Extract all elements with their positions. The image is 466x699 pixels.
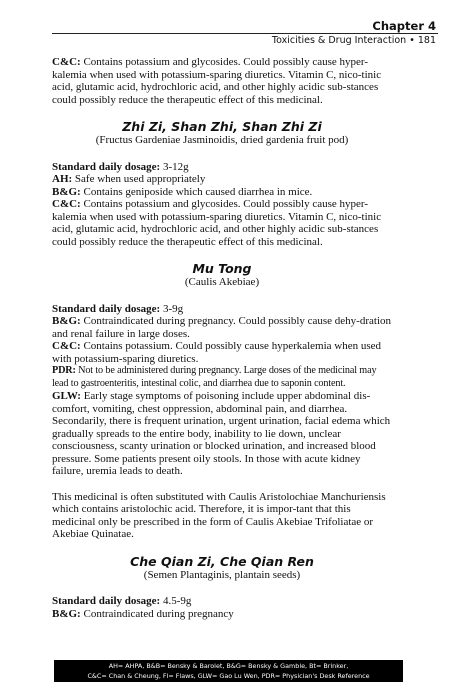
entry-label: AH: xyxy=(52,173,73,185)
entry-text: Contains potassium and glycosides. Could possibly cause hyper-kalemia when used with potassium-sparing diuretics. Vitamin C, nico-tinic acid, glutamic acid, hydrochloric acid, and other highly acidic sub-stances could possibly reduce the therapeutic effect of this medicinal. xyxy=(52,56,382,106)
entry-label: B&G: xyxy=(52,185,81,198)
herb-title: Che Qian Zi, Che Qian Ren xyxy=(130,553,314,569)
footer-line: AH= AHPA, B&B= Bensky & Barolet, B&G= Bensky & Gamble, Bt= Brinker, xyxy=(108,662,349,670)
entry-label: B&G: xyxy=(52,607,81,620)
entry-label: Standard daily dosage: xyxy=(52,595,161,607)
herb-title: Mu Tong xyxy=(192,261,252,276)
entry-text: 3-12g xyxy=(160,160,189,173)
entry-label: C&C: xyxy=(52,198,81,210)
abbreviation-footer xyxy=(54,660,403,682)
entry-text: Safe when used appropriately xyxy=(72,173,206,185)
entry-text: Not to be administered during pregnancy. Large doses of the medicinal may lead to gastroenteritis, intestinal colic, and diarrhea due to saponin content. xyxy=(52,365,377,389)
header-bullet: • xyxy=(409,35,415,46)
running-header xyxy=(272,35,436,46)
herb-latin-name: (Caulis Akebiae) xyxy=(184,276,260,288)
entry-label: Standard daily dosage: xyxy=(52,160,161,173)
header-rule xyxy=(52,33,438,34)
entry-text: 4.5-9g xyxy=(160,595,192,607)
substitution-note: This medicinal is often substituted with Caulis Aristolochiae Manchuriensis which contains aristolochic acid. Therefore, it is impor-tant that this medicinal only be prescribed in the form of Caulis Akebiae Trifoliatae or Akebiae Quinatae. xyxy=(52,490,386,540)
entry-label: C&C: xyxy=(52,340,81,352)
dosage-line xyxy=(52,303,392,316)
dosage-line xyxy=(52,595,392,608)
cc-paragraph xyxy=(52,340,392,365)
herb-title: Zhi Zi, Shan Zhi, Shan Zhi Zi xyxy=(122,119,322,134)
section-title: Toxicities & Drug Interaction xyxy=(271,35,407,46)
herb-latin-name: (Semen Plantaginis, plantain seeds) xyxy=(143,568,301,581)
chapter-heading: Chapter 4 xyxy=(372,19,436,33)
entry-text: Early stage symptoms of poisoning include upper abdominal dis-comfort, vomiting, chest oppression, abdominal pain, and diarrhea. Secondarily, there is frequent urination, urgent urination, facial edema which gradually spreads to the entire body, inability to lie down, unclear consciousness, scanty urination or blocked urination, and increased blood pressure. Some patients present oily stools. In those with acute kidney failure, uremia leads to death. xyxy=(52,390,391,477)
bg-paragraph xyxy=(52,315,392,340)
entry-text: 3-9g xyxy=(160,302,184,315)
entry-text: Contraindicated during pregnancy. Could possibly cause dehy-dration and renal failure in large doses. xyxy=(52,315,392,340)
pdr-paragraph xyxy=(52,365,392,390)
entry-text: Contains potassium and glycosides. Could possibly cause hyper-kalemia when used with potassium-sparing diuretics. Vitamin C, nico-tinic acid, glutamic acid, hydrochloric acid, and other highly acidic sub-stances could possibly reduce the therapeutic effect of this medicinal. xyxy=(52,198,382,248)
entry-label: B&G: xyxy=(52,315,81,327)
entry-text: Contains geniposide which caused diarrhea in mice. xyxy=(80,185,313,198)
entry-label: Standard daily dosage: xyxy=(52,302,161,315)
entry-label: PDR: xyxy=(52,365,76,376)
bg-line xyxy=(52,186,392,199)
dosage-line xyxy=(52,161,392,174)
cc-paragraph xyxy=(52,198,392,248)
cc-paragraph xyxy=(52,56,392,106)
herb-latin-name: (Fructus Gardeniae Jasminoidis, dried gardenia fruit pod) xyxy=(95,134,349,146)
entry-text: Contains potassium. Could possibly cause hyperkalemia when used with potassium-sparing diuretics. xyxy=(52,340,382,365)
entry-label: GLW: xyxy=(52,390,81,402)
entry-label: C&C: xyxy=(52,56,81,68)
ah-line xyxy=(52,173,392,186)
entry-text: Contraindicated during pregnancy xyxy=(80,607,234,620)
bg-line xyxy=(52,608,392,621)
glw-paragraph xyxy=(52,390,392,478)
page-body xyxy=(52,56,392,620)
page-number: 181 xyxy=(417,35,436,46)
footer-line: C&C= Chan & Cheung, Fl= Flaws, GLW= Gao Lu Wen, PDR= Physician's Desk Reference xyxy=(87,672,370,680)
